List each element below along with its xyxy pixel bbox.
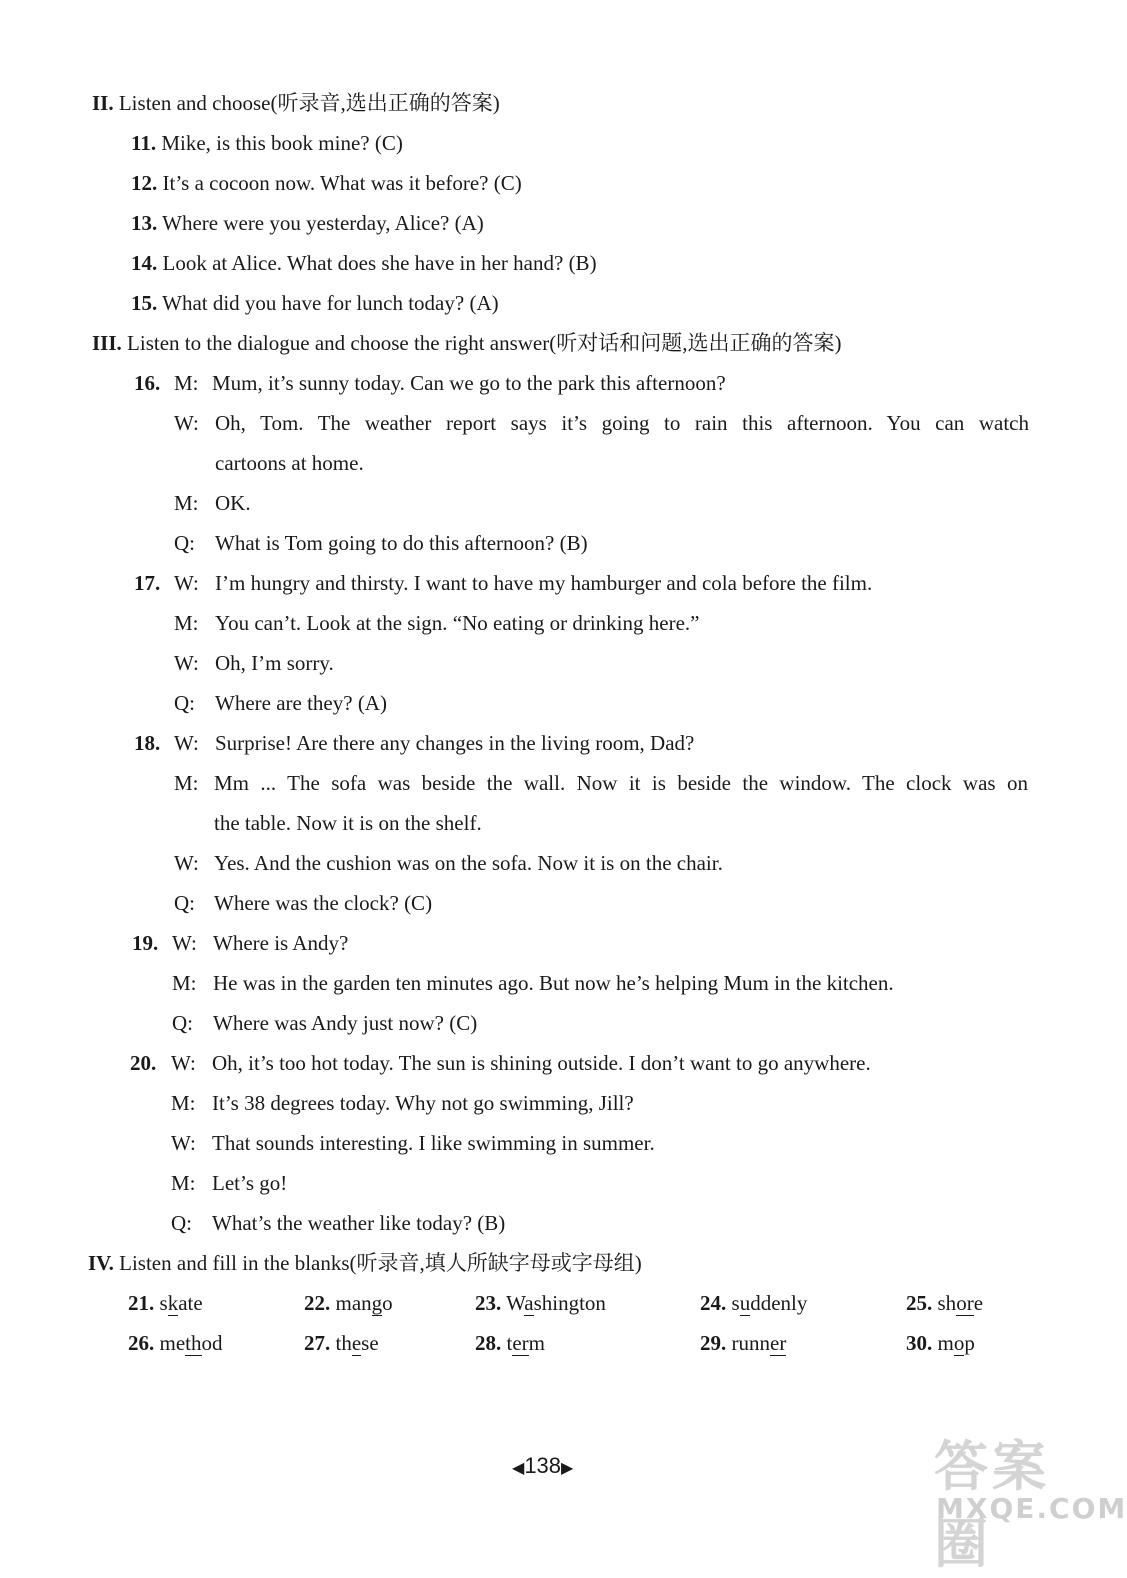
dialogue-line (174, 689, 387, 717)
dialogue-line (171, 1169, 287, 1197)
speaker-label: M: (174, 371, 199, 395)
speaker-label: W: (174, 851, 199, 875)
dialogue-text: You can’t. Look at the sign. “No eating or drinking here.” (215, 611, 700, 635)
dialogue-line (171, 1089, 634, 1117)
speaker-label: Q: (172, 1011, 193, 1035)
filled-letters: k (167, 1291, 179, 1315)
question-text: What did you have for lunch today? (A) (162, 291, 499, 315)
dialogue-continuation: cartoons at home. (215, 451, 364, 475)
blank-item (700, 1329, 786, 1357)
question-number: 13. (131, 211, 158, 235)
dialogue-line (134, 729, 694, 757)
blank-number: 25. (906, 1291, 933, 1315)
word-part: th (335, 1331, 352, 1355)
word-part: e (973, 1291, 984, 1315)
word-part: s (159, 1291, 168, 1315)
section-number: IV. (88, 1251, 114, 1275)
speaker-label: Q: (174, 691, 195, 715)
blank-number: 27. (304, 1331, 331, 1355)
dialogue-text: He was in the garden ten minutes ago. But now he’s helping Mum in the kitchen. (213, 971, 894, 995)
dialogue-number: 20. (130, 1051, 157, 1075)
blank-item (128, 1329, 223, 1357)
question-text: Look at Alice. What does she have in her hand? (B) (162, 251, 597, 275)
blanks-row (0, 1289, 1108, 1319)
speaker-label: W: (174, 651, 199, 675)
dialogue-text: Oh, it’s too hot today. The sun is shining outside. I don’t want to go anywhere. (212, 1051, 871, 1075)
word-part: se (361, 1331, 379, 1355)
dialogue-text: Where was Andy just now? (C) (213, 1011, 478, 1035)
speaker-label: W: (174, 411, 199, 435)
word-part: sh (937, 1291, 957, 1315)
dialogue-text: Where was the clock? (C) (214, 891, 433, 915)
section-number: II. (92, 91, 114, 115)
blank-item (906, 1289, 983, 1317)
dialogue-text: Mum, it’s sunny today. Can we go to the park this afternoon? (212, 371, 726, 395)
page-number (512, 1452, 573, 1483)
blanks-row (0, 1329, 1108, 1359)
word-part: me (159, 1331, 186, 1355)
question-text: Where were you yesterday, Alice? (A) (162, 211, 484, 235)
dialogue-number: 16. (134, 371, 161, 395)
question-text: It’s a cocoon now. What was it before? (C) (162, 171, 522, 195)
dialogue-line (171, 1129, 655, 1157)
word-part: W (506, 1291, 525, 1315)
dialogue-line (134, 369, 726, 397)
watermark-logo (928, 1424, 1127, 1575)
blank-item (475, 1329, 545, 1357)
question-item (131, 209, 484, 237)
question-number: 14. (131, 251, 158, 275)
speaker-label: M: (171, 1091, 196, 1115)
speaker-label: W: (174, 731, 199, 755)
page-number-text: 138 (524, 1453, 562, 1478)
dialogue-line (174, 609, 699, 637)
dialogue-text: Oh, I’m sorry. (215, 651, 334, 675)
dialogue-text: Yes. And the cushion was on the sofa. Now it is on the chair. (214, 851, 723, 875)
watermark-domain: MXQE.COM (936, 1492, 1127, 1525)
dialogue-line (174, 489, 251, 517)
word-part: t (506, 1331, 513, 1355)
blank-item (304, 1289, 393, 1317)
dialogue-text: Oh, Tom. The weather report says it’s going to rain this afternoon. You can watch (215, 411, 1029, 435)
blank-number: 26. (128, 1331, 155, 1355)
question-item (131, 289, 499, 317)
word-part: m (528, 1331, 546, 1355)
dialogue-text: What is Tom going to do this afternoon? (B) (215, 531, 588, 555)
speaker-label: Q: (174, 891, 195, 915)
question-number: 12. (131, 171, 158, 195)
dialogue-text: Mm ... The sofa was beside the wall. Now it is beside the window. The clock was on (214, 771, 1028, 795)
dialogue-text: That sounds interesting. I like swimming in summer. (212, 1131, 655, 1155)
blank-number: 22. (304, 1291, 331, 1315)
dialogue-line (174, 889, 432, 917)
speaker-label: M: (171, 1171, 196, 1195)
question-text: Mike, is this book mine? (C) (161, 131, 403, 155)
blank-item (475, 1289, 606, 1317)
word-part: shington (533, 1291, 606, 1315)
blank-item (700, 1289, 807, 1317)
dialogue-line (172, 1009, 477, 1037)
question-item (131, 129, 403, 157)
filled-letters: or (956, 1291, 974, 1315)
speaker-label: W: (172, 931, 197, 955)
blank-number: 30. (906, 1331, 933, 1355)
filled-letters: er (770, 1331, 787, 1355)
dialogue-number: 17. (134, 571, 161, 595)
question-number: 15. (131, 291, 158, 315)
dialogue-line (132, 929, 348, 957)
right-triangle-icon: ▶ (561, 1460, 574, 1477)
section-title: Listen and fill in the blanks(听录音,填人所缺字母或字母组) (119, 1251, 642, 1275)
dialogue-text: Let’s go! (212, 1171, 288, 1195)
word-part: s (731, 1291, 740, 1315)
speaker-label: Q: (174, 531, 195, 555)
filled-letters: er (512, 1331, 529, 1355)
speaker-label: M: (174, 611, 199, 635)
dialogue-text: Where is Andy? (213, 931, 349, 955)
dialogue-text: I’m hungry and thirsty. I want to have my hamburger and cola before the film. (215, 571, 873, 595)
dialogue-text: OK. (215, 491, 251, 515)
filled-letters: a (524, 1291, 534, 1315)
section-number: III. (92, 331, 122, 355)
dialogue-line (134, 569, 872, 597)
filled-letters: o (953, 1331, 965, 1355)
section-title: Listen and choose(听录音,选出正确的答案) (118, 91, 500, 115)
blank-number: 23. (475, 1291, 502, 1315)
dialogue-line (174, 409, 1029, 437)
dialogue-continuation: the table. Now it is on the shelf. (214, 811, 482, 835)
word-part: man (335, 1291, 372, 1315)
speaker-label: W: (174, 571, 199, 595)
section-heading (92, 329, 841, 357)
word-part: o (382, 1291, 393, 1315)
filled-letters: e (351, 1331, 362, 1355)
filled-letters: u (739, 1291, 751, 1315)
blank-item (906, 1329, 975, 1357)
dialogue-line (174, 649, 334, 677)
word-part: ddenly (750, 1291, 808, 1315)
blank-number: 21. (128, 1291, 155, 1315)
blank-item (128, 1289, 203, 1317)
question-item (131, 249, 597, 277)
word-part: ate (178, 1291, 203, 1315)
dialogue-text: What’s the weather like today? (B) (212, 1211, 506, 1235)
speaker-label: W: (171, 1131, 196, 1155)
speaker-label: W: (171, 1051, 196, 1075)
question-item (131, 169, 522, 197)
question-number: 11. (131, 131, 157, 155)
dialogue-text: Where are they? (A) (215, 691, 387, 715)
speaker-label: M: (174, 771, 199, 795)
dialogue-line (174, 529, 588, 557)
dialogue-number: 18. (134, 731, 161, 755)
word-part: runn (731, 1331, 770, 1355)
section-heading (88, 1249, 642, 1277)
left-triangle-icon: ◀ (512, 1460, 525, 1477)
word-part: od (201, 1331, 223, 1355)
speaker-label: M: (172, 971, 197, 995)
section-title: Listen to the dialogue and choose the right answer(听对话和问题,选出正确的答案) (127, 331, 842, 355)
section-heading (92, 89, 500, 117)
dialogue-line (130, 1049, 871, 1077)
dialogue-text: Surprise! Are there any changes in the living room, Dad? (215, 731, 695, 755)
blank-number: 29. (700, 1331, 727, 1355)
dialogue-line (174, 849, 723, 877)
word-part: p (964, 1331, 975, 1355)
dialogue-line (174, 769, 1028, 797)
dialogue-text: It’s 38 degrees today. Why not go swimming, Jill? (212, 1091, 634, 1115)
dialogue-line (171, 1209, 505, 1237)
blank-item (304, 1329, 379, 1357)
word-part: m (937, 1331, 954, 1355)
blank-number: 28. (475, 1331, 502, 1355)
dialogue-line (172, 969, 894, 997)
blank-number: 24. (700, 1291, 727, 1315)
speaker-label: Q: (171, 1211, 192, 1235)
watermark-text: 答案圈 (934, 1435, 1050, 1575)
dialogue-number: 19. (132, 931, 159, 955)
filled-letters: th (185, 1331, 202, 1355)
filled-letters: g (371, 1291, 383, 1315)
speaker-label: M: (174, 491, 199, 515)
